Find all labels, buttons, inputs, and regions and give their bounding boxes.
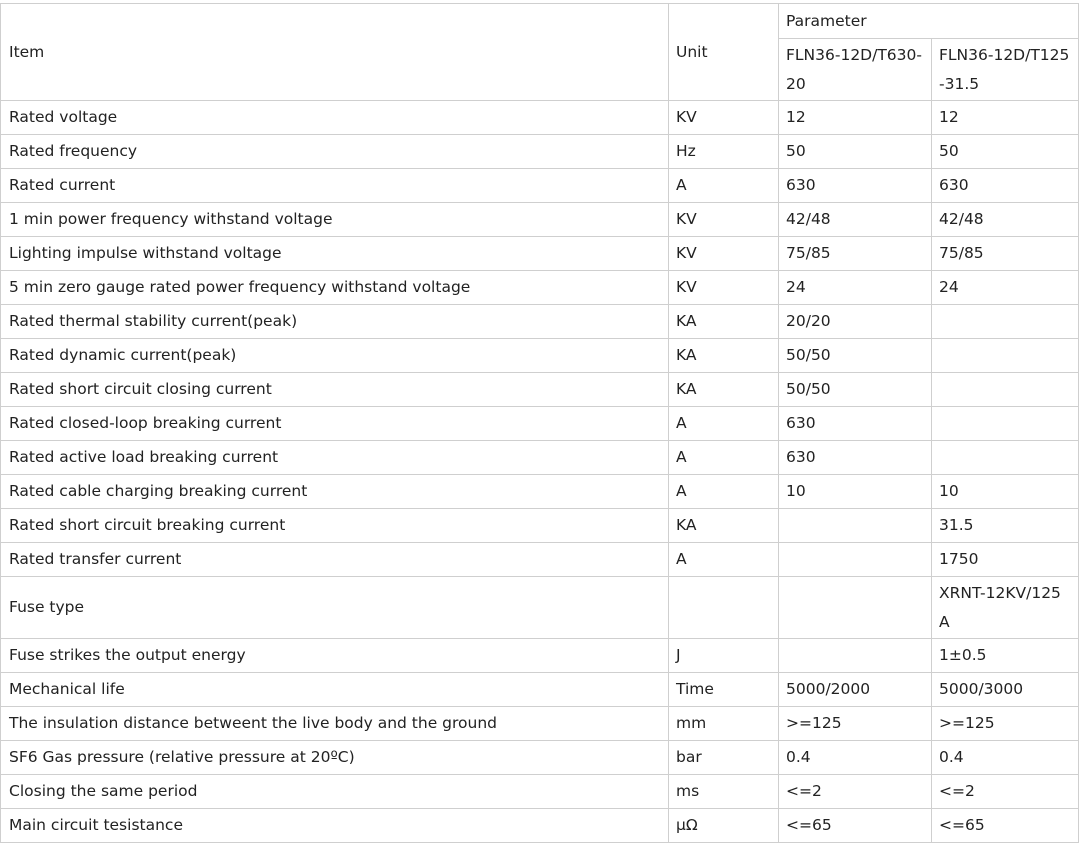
table-row xyxy=(1,203,1079,237)
cell-model-b: 50 xyxy=(932,135,1079,169)
cell-unit: A xyxy=(669,543,779,577)
cell-item: The insulation distance betweent the live body and the ground xyxy=(1,707,669,741)
cell-item: Rated voltage xyxy=(1,101,669,135)
cell-model-a: 50 xyxy=(779,135,932,169)
cell-model-a: 5000/2000 xyxy=(779,673,932,707)
cell-item: Rated frequency xyxy=(1,135,669,169)
spec-table-body xyxy=(1,4,1079,843)
cell-unit: KA xyxy=(669,509,779,543)
cell-model-a: 50/50 xyxy=(779,373,932,407)
cell-unit: KV xyxy=(669,271,779,305)
cell-unit: A xyxy=(669,169,779,203)
cell-model-a: 75/85 xyxy=(779,237,932,271)
cell-item: Lighting impulse withstand voltage xyxy=(1,237,669,271)
cell-model-b: 31.5 xyxy=(932,509,1079,543)
cell-model-b: 0.4 xyxy=(932,741,1079,775)
cell-model-b: 5000/3000 xyxy=(932,673,1079,707)
cell-item: Fuse type xyxy=(1,577,669,639)
table-row xyxy=(1,809,1079,843)
cell-model-a xyxy=(779,639,932,673)
cell-item: 1 min power frequency withstand voltage xyxy=(1,203,669,237)
cell-model-b: 1750 xyxy=(932,543,1079,577)
cell-unit: KA xyxy=(669,339,779,373)
table-row xyxy=(1,441,1079,475)
cell-unit: ms xyxy=(669,775,779,809)
cell-model-a: 10 xyxy=(779,475,932,509)
spec-table xyxy=(0,3,1079,843)
cell-item: Rated cable charging breaking current xyxy=(1,475,669,509)
table-row xyxy=(1,339,1079,373)
cell-model-a: >=125 xyxy=(779,707,932,741)
cell-model-a: 50/50 xyxy=(779,339,932,373)
cell-item: Rated short circuit breaking current xyxy=(1,509,669,543)
table-row xyxy=(1,169,1079,203)
header-unit: Unit xyxy=(669,4,779,101)
cell-item: Closing the same period xyxy=(1,775,669,809)
cell-model-b: >=125 xyxy=(932,707,1079,741)
table-row xyxy=(1,237,1079,271)
cell-model-a xyxy=(779,577,932,639)
table-row xyxy=(1,639,1079,673)
cell-unit: μΩ xyxy=(669,809,779,843)
cell-model-b: 75/85 xyxy=(932,237,1079,271)
header-model-a: FLN36-12D/T630-20 xyxy=(779,39,932,101)
cell-model-b xyxy=(932,305,1079,339)
table-row xyxy=(1,135,1079,169)
cell-unit: A xyxy=(669,475,779,509)
cell-unit: KA xyxy=(669,305,779,339)
table-row xyxy=(1,271,1079,305)
cell-item: Rated thermal stability current(peak) xyxy=(1,305,669,339)
cell-unit: KV xyxy=(669,237,779,271)
cell-model-b xyxy=(932,441,1079,475)
cell-item: Rated transfer current xyxy=(1,543,669,577)
cell-model-a xyxy=(779,509,932,543)
cell-unit: KV xyxy=(669,101,779,135)
cell-item: Rated closed-loop breaking current xyxy=(1,407,669,441)
table-row xyxy=(1,775,1079,809)
cell-item: SF6 Gas pressure (relative pressure at 20ºC) xyxy=(1,741,669,775)
cell-item: Rated current xyxy=(1,169,669,203)
cell-model-b: 12 xyxy=(932,101,1079,135)
cell-model-a: 42/48 xyxy=(779,203,932,237)
cell-unit: mm xyxy=(669,707,779,741)
cell-model-a: 630 xyxy=(779,169,932,203)
header-row-top xyxy=(1,4,1079,39)
table-row xyxy=(1,475,1079,509)
table-row xyxy=(1,741,1079,775)
cell-model-a: <=65 xyxy=(779,809,932,843)
table-row xyxy=(1,373,1079,407)
cell-model-b: 1±0.5 xyxy=(932,639,1079,673)
cell-model-a: 0.4 xyxy=(779,741,932,775)
cell-model-a: 630 xyxy=(779,407,932,441)
cell-model-a: 12 xyxy=(779,101,932,135)
header-parameter: Parameter xyxy=(779,4,1079,39)
cell-model-a xyxy=(779,543,932,577)
cell-unit: A xyxy=(669,407,779,441)
table-row xyxy=(1,577,1079,639)
cell-unit: bar xyxy=(669,741,779,775)
cell-model-b: <=65 xyxy=(932,809,1079,843)
cell-model-b xyxy=(932,339,1079,373)
cell-item: Rated active load breaking current xyxy=(1,441,669,475)
cell-item: Mechanical life xyxy=(1,673,669,707)
table-row xyxy=(1,673,1079,707)
cell-model-a: 20/20 xyxy=(779,305,932,339)
cell-unit xyxy=(669,577,779,639)
cell-unit: KV xyxy=(669,203,779,237)
cell-unit: KA xyxy=(669,373,779,407)
cell-item: Main circuit tesistance xyxy=(1,809,669,843)
table-row xyxy=(1,101,1079,135)
header-item: Item xyxy=(1,4,669,101)
cell-model-b: <=2 xyxy=(932,775,1079,809)
cell-model-a: 24 xyxy=(779,271,932,305)
cell-model-b xyxy=(932,407,1079,441)
table-row xyxy=(1,707,1079,741)
table-row xyxy=(1,509,1079,543)
cell-item: Fuse strikes the output energy xyxy=(1,639,669,673)
cell-unit: A xyxy=(669,441,779,475)
table-row xyxy=(1,407,1079,441)
cell-model-b: 42/48 xyxy=(932,203,1079,237)
cell-model-b xyxy=(932,373,1079,407)
cell-unit: J xyxy=(669,639,779,673)
table-row xyxy=(1,543,1079,577)
cell-model-b: 10 xyxy=(932,475,1079,509)
cell-item: Rated dynamic current(peak) xyxy=(1,339,669,373)
cell-item: Rated short circuit closing current xyxy=(1,373,669,407)
cell-model-b: 630 xyxy=(932,169,1079,203)
header-model-b: FLN36-12D/T125-31.5 xyxy=(932,39,1079,101)
table-row xyxy=(1,305,1079,339)
cell-unit: Time xyxy=(669,673,779,707)
cell-model-b: 24 xyxy=(932,271,1079,305)
cell-model-a: 630 xyxy=(779,441,932,475)
cell-item: 5 min zero gauge rated power frequency withstand voltage xyxy=(1,271,669,305)
cell-model-a: <=2 xyxy=(779,775,932,809)
cell-unit: Hz xyxy=(669,135,779,169)
cell-model-b: XRNT-12KV/125A xyxy=(932,577,1079,639)
